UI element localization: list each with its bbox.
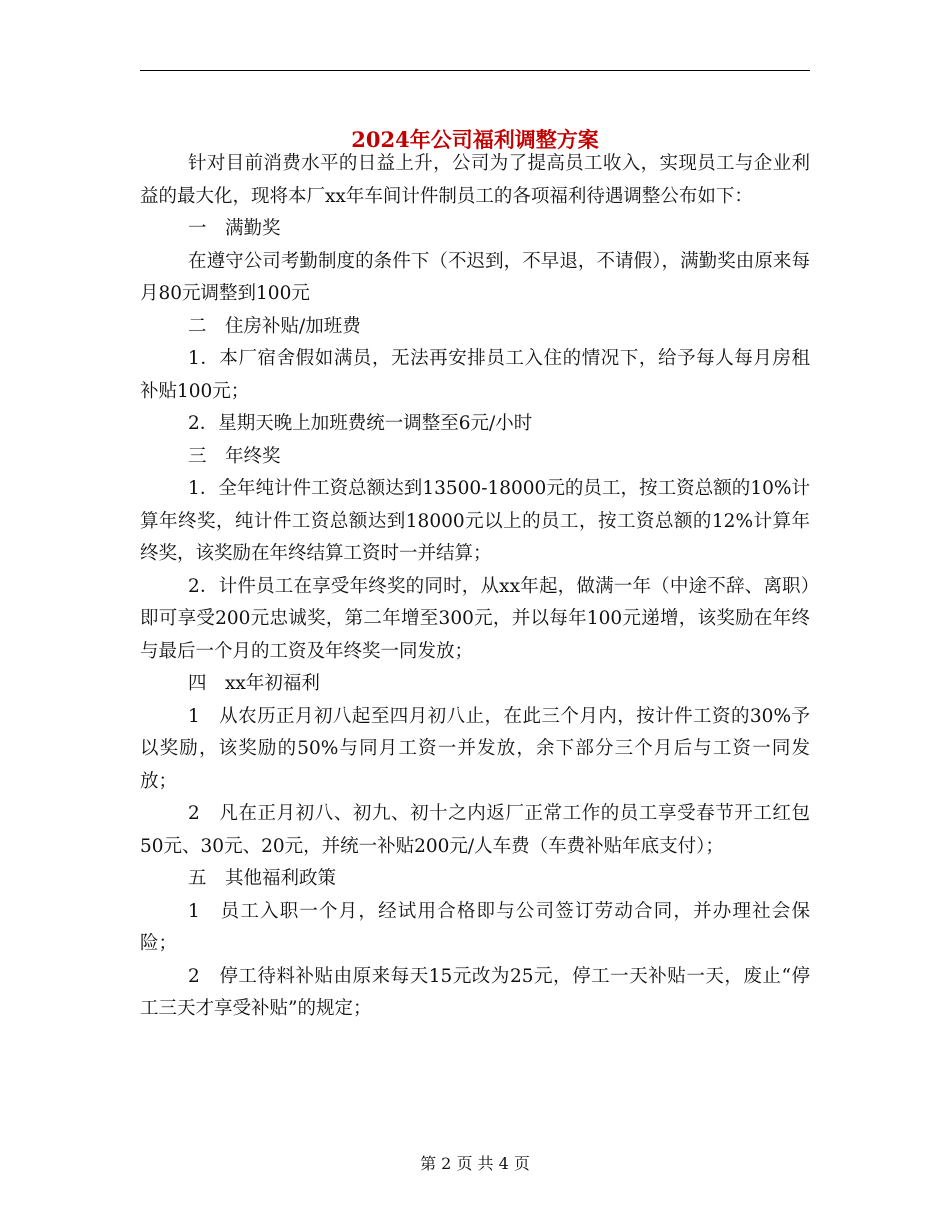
other-policies-paragraph-2: 2 停工待料补贴由原来每天15元改为25元，停工一天补贴一天，废止“停工三天才享受补贴”的规定； [140,965,810,1019]
overtime-pay-paragraph: 2．星期天晚上加班费统一调整至6元/小时 [188,413,533,434]
section-heading-other-policies: 五 其他福利政策 [188,868,337,889]
year-end-bonus-paragraph-2: 2．计件员工在享受年终奖的同时，从xx年起，做满一年（中途不辞、离职）即可享受200元忠诚奖，第二年增至300元，并以每年100元递增，该奖励在年终与最后一个月的工资及年终奖一同发放； [140,575,810,662]
section-heading-housing-overtime: 二 住房补贴/加班费 [188,315,361,337]
new-year-benefits-paragraph-2: 2 凡在正月初八、初九、初十之内返厂正常工作的员工享受春节开工红包50元、30元、20元，并统一补贴200元/人车费（车费补贴年底支付）； [140,803,810,857]
other-policies-paragraph-1: 1 员工入职一个月，经试用合格即与公司签订劳动合同，并办理社会保险； [140,900,810,954]
full-attendance-paragraph: 在遵守公司考勤制度的条件下（不迟到，不早退，不请假），满勤奖由原来每月80元调整到100元 [140,250,810,304]
intro-paragraph: 针对目前消费水平的日益上升，公司为了提高员工收入，实现员工与企业利益的最大化，现将本厂xx年车间计件制员工的各项福利待遇调整公布如下： [140,153,810,207]
header-rule [140,70,810,71]
new-year-benefits-paragraph-1: 1 从农历正月初八起至四月初八止，在此三个月内，按计件工资的30%予以奖励，该奖励的50%与同月工资一并发放，余下部分三个月后与工资一同发放； [140,705,810,792]
section-heading-year-end-bonus: 三 年终奖 [188,445,281,467]
section-heading-new-year-benefits: 四 xx年初福利 [188,673,320,694]
year-end-bonus-paragraph-1: 1．全年纯计件工资总额达到13500-18000元的员工，按工资总额的10%计算年终奖，纯计件工资总额达到18000元以上的员工，按工资总额的12%计算年终奖，该奖励在年终结算工资时一并结算； [140,478,810,564]
page-number-footer: 第 2 页 共 4 页 [420,1154,530,1173]
document-body [140,148,810,1026]
section-heading-full-attendance: 一 满勤奖 [188,218,281,239]
housing-subsidy-paragraph: 1．本厂宿舍假如满员，无法再安排员工入住的情况下，给予每人每月房租补贴100元； [140,348,810,402]
document-title: 2024年公司福利调整方案 [351,127,599,153]
